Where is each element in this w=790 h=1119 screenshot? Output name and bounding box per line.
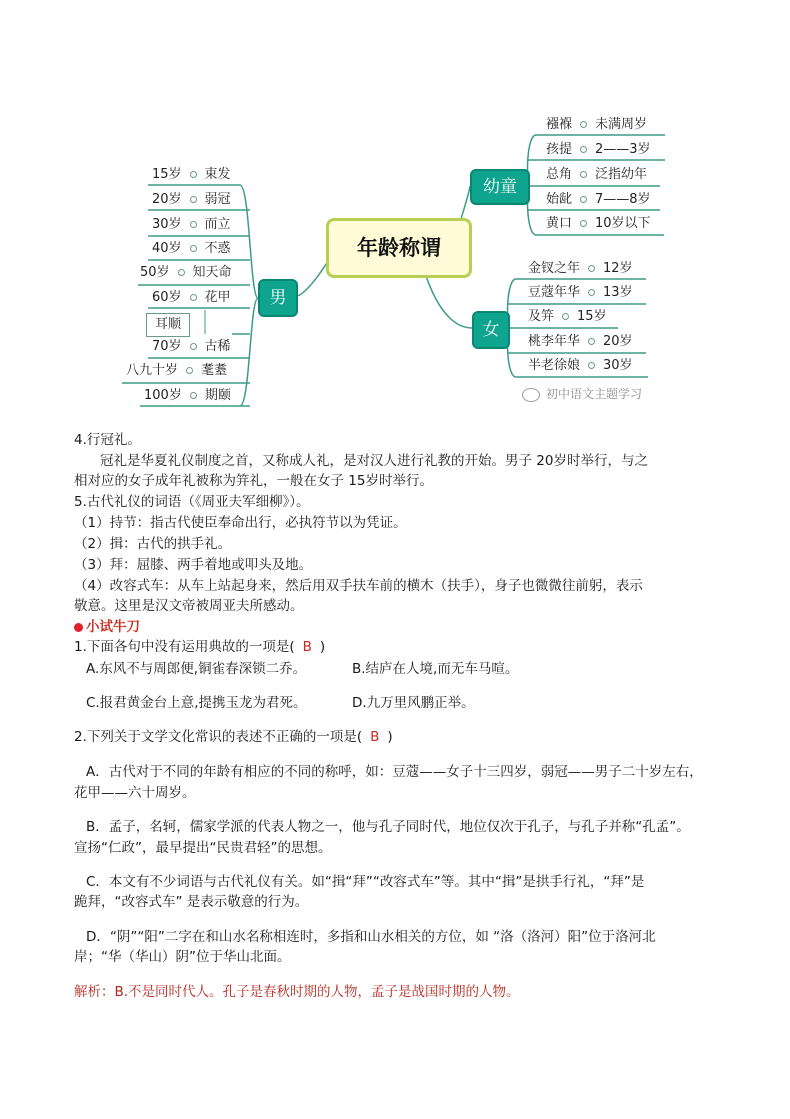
connector-center-male: [296, 258, 330, 296]
child-leaf: 黄口 10岁以下: [546, 216, 651, 231]
male-leaf: 70岁 古稀: [152, 339, 231, 354]
list-item: （1）持节：指古代使臣奉命出行，必执符节以为凭证。: [74, 515, 407, 531]
q2-option-b: 宣扬“仁政”，最早提出“民贵君轻”的思想。: [74, 840, 332, 856]
list-item: 敬意。这里是汉文帝被周亚夫所感动。: [74, 598, 304, 614]
q2-option-d: 岸；“华（华山）阴”位于华山北面。: [74, 949, 291, 965]
question-2: 2.下列关于文学文化常识的表述不正确的一项是( B ): [74, 729, 393, 745]
male-extra-leaf: 耳顺: [146, 313, 190, 337]
male-leaf: 15岁 束发: [152, 167, 231, 182]
section-4-title: 4.行冠礼。: [74, 432, 141, 448]
q2-option-b: B．孟子，名轲，儒家学派的代表人物之一，他与孔子同时代，地位仅次于孔子，与孔子并称“孔孟”。: [86, 819, 690, 835]
answer-1: B: [302, 639, 312, 655]
connector-center-child: [460, 186, 470, 222]
wechat-icon: [522, 388, 540, 402]
male-leaf: 40岁 不惑: [152, 241, 231, 256]
option-b: B.结庐在人境,而无车马喧。: [352, 661, 519, 677]
child-leaf: 孩提 2——3岁: [546, 142, 651, 157]
paragraph-line: 相对应的女子成年礼被称为笄礼，一般在女子 15岁时举行。: [74, 473, 433, 489]
hub-male: 男: [258, 279, 298, 317]
paragraph-line: 冠礼是华夏礼仪制度之首，又称成人礼，是对汉人进行礼教的开始。男子 20岁时举行，与之: [100, 453, 648, 469]
practice-header: 小试牛刀: [74, 617, 140, 637]
male-leaf: 60岁 花甲: [152, 290, 231, 305]
list-item: （2）揖：古代的拱手礼。: [74, 536, 232, 552]
q2-option-a: 花甲——六十周岁。: [74, 785, 196, 801]
q2-option-c: C．本文有不少词语与古代礼仪有关。如“揖“拜”“改容式车”等。其中“揖”是拱手行礼，“拜”是: [86, 874, 645, 890]
option-c: C.报君黄金台上意,提携玉龙为君死。: [86, 695, 307, 711]
hub-child: 幼童: [470, 169, 530, 205]
child-leaf: 始龀 7——8岁: [546, 192, 651, 207]
male-leaf: 八九十岁 耄耋: [126, 363, 228, 378]
section-5-title: 5.古代礼仪的词语（《周亚夫军细柳》）。: [74, 494, 310, 510]
female-leaf: 豆蔻年华 13岁: [528, 285, 633, 300]
child-leaf: 襁褓 未满周岁: [546, 117, 648, 132]
question-1: 1.下面各句中没有运用典故的一项是( B ): [74, 639, 326, 655]
hub-female: 女: [472, 311, 510, 349]
male-leaf: 20岁 弱冠: [152, 192, 231, 207]
red-dot-icon: [74, 623, 83, 632]
q2-option-a: A．古代对于不同的年龄有相应的不同的称呼，如：豆蔻——女子十三四岁，弱冠——男子二十岁左右，: [86, 764, 703, 780]
connector-center-female: [424, 270, 472, 328]
option-a: A.东风不与周郎便,铜雀春深锁二乔。: [86, 661, 307, 677]
list-item: （3）拜：屈膝、两手着地或叩头及地。: [74, 557, 313, 573]
male-leaf: 30岁 而立: [152, 217, 231, 232]
female-leaf: 及笄 15岁: [528, 309, 607, 324]
list-item: （4）改容式车：从车上站起身来，然后用双手扶车前的横木（扶手），身子也微微往前躬，表示: [74, 578, 643, 594]
mind-map: [0, 0, 790, 420]
watermark: 初中语文主题学习: [522, 385, 642, 402]
q2-option-d: D．“阴”“阳”二字在和山水名称相连时，多指和山水相关的方位，如 “洛（洛河）阳”位于洛河北: [86, 929, 656, 945]
mind-map-connectors: [0, 0, 790, 420]
child-leaf: 总角 泛指幼年: [546, 167, 648, 182]
mind-map-center-node: 年龄称谓: [326, 218, 472, 278]
analysis: 解析：B.不是同时代人。孔子是春秋时期的人物，孟子是战国时期的人物。: [74, 984, 520, 1000]
answer-2: B: [370, 729, 380, 745]
female-leaf: 金钗之年 12岁: [528, 261, 633, 276]
female-leaf: 桃李年华 20岁: [528, 334, 633, 349]
male-leaf: 100岁 期颐: [144, 388, 231, 403]
q2-option-c: 跪拜，“改容式车” 是表示敬意的行为。: [74, 894, 309, 910]
male-leaf: 50岁 知天命: [140, 265, 232, 280]
female-leaf: 半老徐娘 30岁: [528, 358, 633, 373]
option-d: D.九万里风鹏正举。: [352, 695, 475, 711]
